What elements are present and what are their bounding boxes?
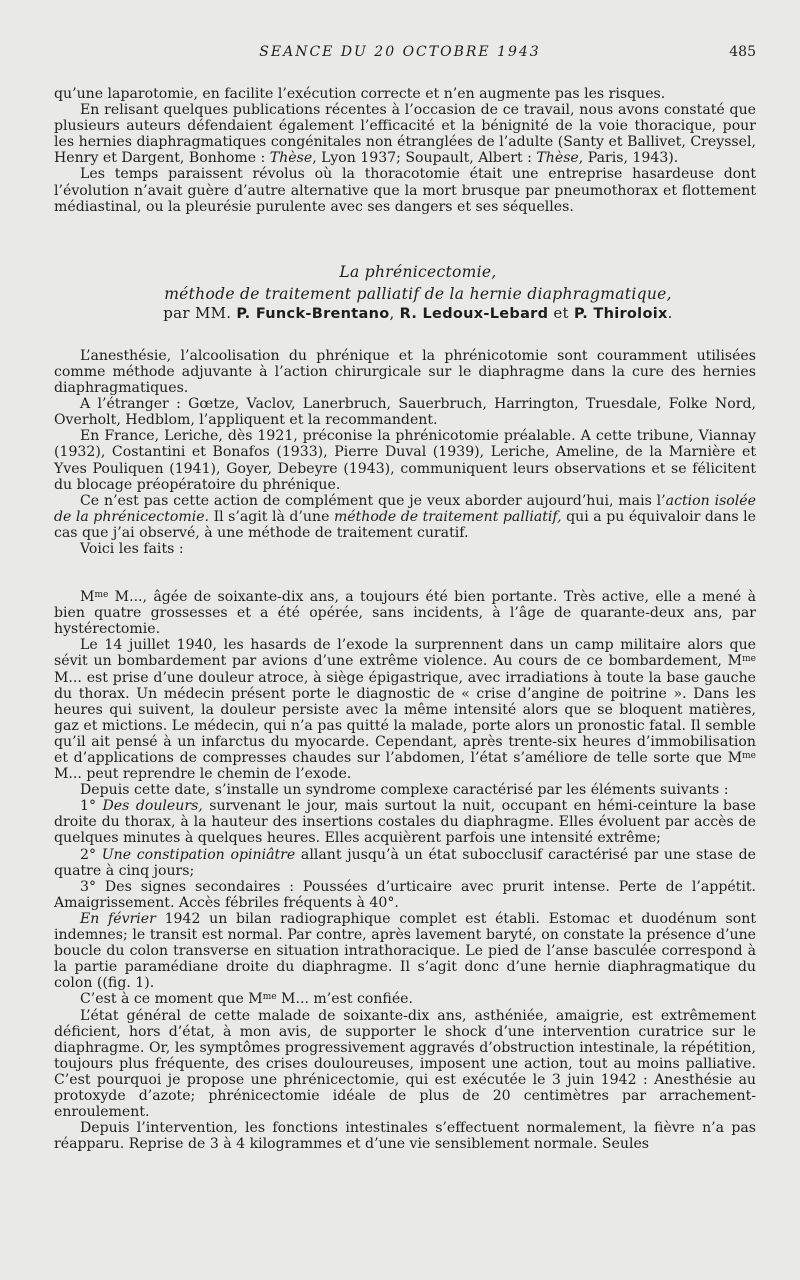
symptom-2: 2° Une constipation opiniâtre allant jusqu’à un état subocclusif caractérisé par une stase de quatre à cinq jours; [54,846,756,879]
section-paragraph-2: A l’étranger : Gœtze, Vaclov, Lanerbruch, Sauerbruch, Harrington, Truesdale, Folke Nord, Overholt, Hedblom, l’appliquent et la recommandent. [54,396,756,429]
intro-paragraph-2: En relisant quelques publications récentes à l’occasion de ce travail, nous avons constaté que plusieurs auteurs défendaient également l’efficacité et la bénignité de la voie thoracique, pour les hernies diaphragmatiques congénitales non étranglées de l’adulte (Santy et Ballivet, Creyssel, Henry et Dargent, Bonhome : Thèse, Lyon 1937; Soupault, Albert : Thèse, Paris, 1943). [54,102,756,167]
running-head [0,44,800,64]
case-paragraph-5: C’est à ce moment que $M^{me}$ M... m’est confiée. [80,991,413,1008]
case-paragraph-7: Depuis l’intervention, les fonctions intestinales s’effectuent normalement, la fièvre n’a pas réapparu. Reprise de 3 à 4 kilogrammes et d’une vie sensiblement normale. Seules [54,1120,756,1153]
page-body [54,86,756,1152]
author-1: P. Funck-Brentano [236,305,390,322]
symptom-1: 1° Des douleurs, survenant le jour, mais surtout la nuit, occupant en hémi-ceinture la base droite du thorax, à la hauteur des insertions costales du diaphragme. Elles évoluent par accès de quelques minutes à quelques heures. Elles acquièrent parfois une intensité extrême; [54,798,757,847]
case-paragraph-6: L’état général de cette malade de soixante-dix ans, asthéniée, amaigrie, est extrêmement déficient, hors d’état, à mon avis, de supporter le shock d’une intervention curatrice sur le diaphragme. Or, les symptômes progressivement aggravés d’obstruction intestinale, la répétition, toujours plus fréquente, des crises douloureuses, imposent une action, tout au moins palliative. C’est pourquoi je propose une phrénicectomie, qui est exécutée le 3 juin 1942 : Anesthésie au protoxyde d’azote; phrénicectomie idéale de plus de 20 centimètres par arrachement-enroulement. [54,1007,756,1121]
author-2: R. Ledoux-Lebard [399,305,549,322]
case-paragraph-4: En février 1942 un bilan radiographique complet est établi. Estomac et duodénum sont indemnes; le transit est normal. Par contre, après lavement baryté, on constate la présence d’une boucle du colon transverse en situation intrathoracique. Le pied de l’anse basculée correspond à la partie paramédiane droite du diaphragme. Il s’agit donc d’une hernie diaphragmatique du colon ((fig. 1). [54,910,756,992]
section-paragraph-4: Ce n’est pas cette action de complément que je veux aborder aujourd’hui, mais l’action isolée de la phrénicectomie. Il s’agit là d’une méthode de traitement palliatif, qui a pu équivaloir dans le cas que j’ai observé, à une méthode de traitement curatif. [54,492,756,541]
intro-paragraph-1: qu’une laparotomie, en facilite l’exécution correcte et n’en augmente pas les risques. [54,86,666,102]
section-paragraph-3: En France, Leriche, dès 1921, préconise la phrénicotomie préalable. A cette tribune, Viannay (1932), Costantini et Bonafos (1933), Pierre Duval (1939), Leriche, Ameline, de la Marnière et Yves Pouliquen (1941), Goyer, Debeyre (1943), communiquent leurs observations et se félicitent du blocage préopératoire du phrénique. [54,428,756,493]
section-paragraph-5: Voici les faits : [80,540,184,557]
running-head-title: SEANCE DU 20 OCTOBRE 1943 [259,44,541,60]
page-number: 485 [729,44,756,60]
author-3: P. Thiroloix [573,305,668,322]
section-paragraph-1: L’anesthésie, l’alcoolisation du phrénique et la phrénicotomie sont couramment utilisées comme méthode adjuvante à l’action chirurgicale sur le diaphragme dans la cure des hernies diaphragmatiques. [54,347,756,397]
article-authors: par MM. P. Funck-Brentano, R. Ledoux-Lebard et P. Thiroloix. [163,303,673,322]
case-paragraph-1: $M^{me}$ M..., âgée de soixante-dix ans, a toujours été bien portante. Très active, elle a mené à bien quatre grossesses et a été opérée, sans incidents, à l’âge de quarante-deux ans, par hystérectomie. [54,589,756,638]
symptom-3: 3° Des signes secondaires : Poussées d’urticaire avec prurit intense. Perte de l’appétit. Amaigrissement. Accès fébriles fréquents à 40°. [54,878,756,911]
case-paragraph-3: Depuis cette date, s’installe un syndrome complexe caractérisé par les éléments suivants : [80,782,729,799]
article-subtitle: méthode de traitement palliatif de la hernie diaphragmatique, [164,284,672,303]
case-paragraph-2: Le 14 juillet 1940, les hasards de l’exode la surprennent dans un camp militaire alors que sévit un bombardement par avions d’une extrême violence. Au cours de ce bombardement, $M^{me}$ M... est prise d’une douleur atroce, à siège épigastrique, avec irradiations à toute la base gauche du thorax. Un médecin présent porte le diagnostic de « crise d’angine de poitrine ». Dans les heures qui suivent, la douleur persiste avec la même intensité alors que se bloquent matières, gaz et mictions. Le médecin, qui n’a pas quitté la malade, porte alors un pronostic fatal. Il semble qu’il ait pensé à un infarctus du myocarde. Cependant, après trente-six heures d’immobilisation et d’applications de compresses chaudes sur l’abdomen, l’état s’améliore de telle sorte que $M^{me}$ M... peut reprendre le chemin de l’exode. [54,637,756,783]
intro-paragraph-3: Les temps paraissent révolus où la thoracotomie était une entreprise hasardeuse dont l’évolution n’avait guère d’autre alternative que la mort brusque par pneumothorax et flottement médiastinal, ou la pleurésie purulente avec ses dangers et ses séquelles. [54,166,756,215]
article-title: La phrénicectomie, [339,262,497,281]
